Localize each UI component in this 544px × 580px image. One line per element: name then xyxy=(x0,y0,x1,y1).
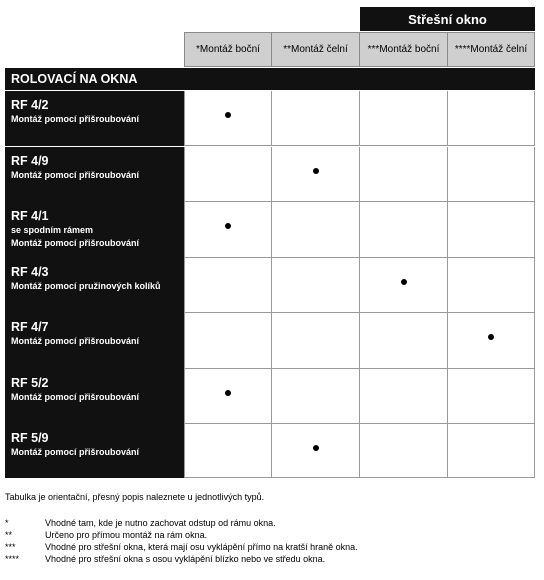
compatibility-dot-icon xyxy=(313,168,319,174)
table-cell xyxy=(448,147,535,202)
product-code: RF 4/2 xyxy=(11,98,49,112)
table-cell xyxy=(360,313,448,369)
table-row xyxy=(5,147,535,202)
legend-mark: ** xyxy=(5,530,13,540)
table-row xyxy=(5,369,535,424)
product-code: RF 5/2 xyxy=(11,376,49,390)
product-code: RF 4/3 xyxy=(11,265,49,279)
table-cell xyxy=(360,147,448,202)
product-description: se spodním rámem xyxy=(11,225,94,235)
row-label xyxy=(5,258,184,313)
row-label xyxy=(5,424,184,478)
column-header-2: **Montáž čelní xyxy=(272,32,360,67)
legend-item xyxy=(5,541,358,553)
table-cell xyxy=(184,147,272,202)
row-label xyxy=(5,91,184,146)
table-cell xyxy=(184,313,272,369)
legend-item xyxy=(5,517,358,529)
legend-text: Vhodné tam, kde je nutno zachovat odstup od rámu okna. xyxy=(45,518,276,528)
table-cell xyxy=(448,313,535,369)
legend-item xyxy=(5,529,358,541)
column-header-4: ****Montáž čelní xyxy=(448,32,535,67)
table-cell xyxy=(448,202,535,258)
product-description: Montáž pomocí přišroubování xyxy=(11,392,140,402)
legend-text: Určeno pro přímou montáž na rám okna. xyxy=(45,530,208,540)
table-cell xyxy=(272,313,360,369)
table-cell xyxy=(448,258,535,313)
table-cell xyxy=(448,369,535,424)
table-cell xyxy=(272,424,360,478)
table-row xyxy=(5,202,535,258)
table-cell xyxy=(360,369,448,424)
table-cell xyxy=(360,91,448,146)
legend-mark: * xyxy=(5,518,9,528)
table-note: Tabulka je orientační, přesný popis naleznete u jednotlivých typů. xyxy=(5,492,265,502)
row-label xyxy=(5,147,184,202)
compatibility-dot-icon xyxy=(225,223,231,229)
table-cell xyxy=(448,424,535,478)
section-title: ROLOVACÍ NA OKNA xyxy=(5,68,535,90)
table-cell xyxy=(184,258,272,313)
product-description: Montáž pomocí přišroubování xyxy=(11,447,140,457)
table-cell xyxy=(272,258,360,313)
table-cell xyxy=(360,258,448,313)
row-label xyxy=(5,369,184,424)
compatibility-dot-icon xyxy=(401,279,407,285)
table-cell xyxy=(272,91,360,146)
product-code: RF 4/9 xyxy=(11,154,49,168)
table-row xyxy=(5,258,535,313)
table-row xyxy=(5,91,535,146)
table-cell xyxy=(272,202,360,258)
roof-window-group-header: Střešní okno xyxy=(360,7,535,31)
table-row xyxy=(5,424,535,478)
row-label xyxy=(5,313,184,369)
compatibility-dot-icon xyxy=(488,334,494,340)
compatibility-dot-icon xyxy=(313,445,319,451)
compatibility-dot-icon xyxy=(225,112,231,118)
product-code: RF 4/1 xyxy=(11,209,49,223)
table-cell xyxy=(360,202,448,258)
column-header-3: ***Montáž boční xyxy=(360,32,448,67)
table-row xyxy=(5,313,535,369)
product-code: RF 4/7 xyxy=(11,320,49,334)
table-cell xyxy=(184,369,272,424)
table-cell xyxy=(448,91,535,146)
row-label xyxy=(5,202,184,258)
product-description: Montáž pomocí přišroubování xyxy=(11,238,140,248)
legend-text: Vhodné pro střešní okna s osou vyklápění blízko nebo ve středu okna. xyxy=(45,554,326,564)
product-description: Montáž pomocí přišroubování xyxy=(11,170,140,180)
product-description: Montáž pomocí přišroubování xyxy=(11,114,140,124)
table-cell xyxy=(184,424,272,478)
product-description: Montáž pomocí přišroubování xyxy=(11,336,140,346)
table-cell xyxy=(184,202,272,258)
product-code: RF 5/9 xyxy=(11,431,49,445)
legend xyxy=(5,517,358,565)
legend-mark: *** xyxy=(5,542,16,552)
product-description: Montáž pomocí pružinových kolíků xyxy=(11,281,161,291)
legend-mark: **** xyxy=(5,554,20,564)
legend-item xyxy=(5,553,358,565)
table-cell xyxy=(272,369,360,424)
table-cell xyxy=(360,424,448,478)
compatibility-dot-icon xyxy=(225,390,231,396)
table-cell xyxy=(272,147,360,202)
table-cell xyxy=(184,91,272,146)
legend-text: Vhodné pro střešní okna, která mají osu vyklápění přímo na kratší hraně okna. xyxy=(45,542,358,552)
column-header-1: *Montáž boční xyxy=(184,32,272,67)
